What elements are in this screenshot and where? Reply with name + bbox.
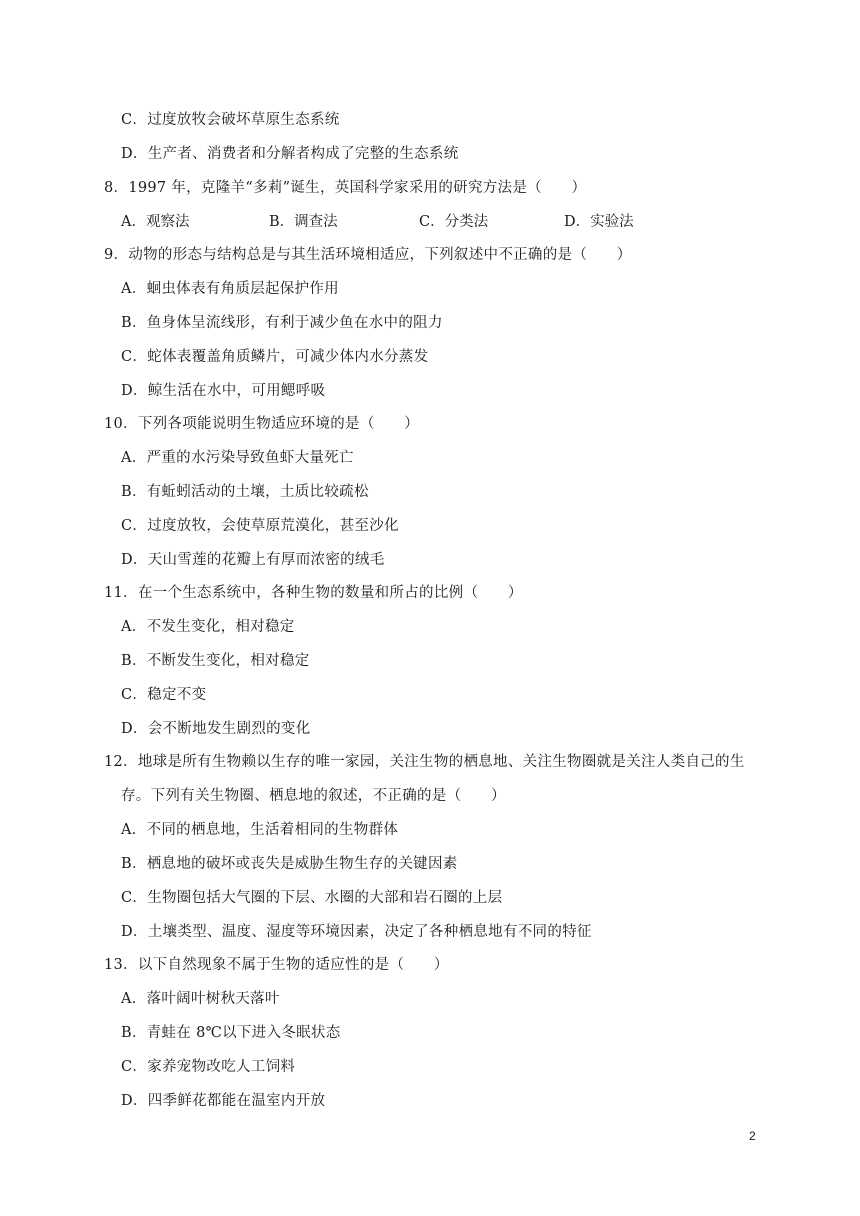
question-9-stem: 9．动物的形态与结构总是与其生活环境相适应，下列叙述中不正确的是（ ） [104,247,632,263]
question-8-stem: 8．1997 年，克隆羊“多莉”诞生，英国科学家采用的研究方法是（ ） [104,180,587,196]
option-9a: A．蛔虫体表有角质层起保护作用 [121,281,339,297]
option-8a: A．观察法 [121,214,190,230]
option-7c: C．过度放牧会破坏草原生态系统 [121,112,340,128]
option-10c: C．过度放牧，会使草原荒漠化，甚至沙化 [121,518,399,534]
option-8c: C．分类法 [419,214,489,230]
page-number: 2 [749,1129,756,1143]
option-9c: C．蛇体表覆盖角质鳞片，可减少体内水分蒸发 [121,349,429,365]
question-12-stem: 12．地球是所有生物赖以生存的唯一家园，关注生物的栖息地、关注生物圈就是关注人类自己的生 [104,754,745,770]
question-11-stem: 11．在一个生态系统中，各种生物的数量和所占的比例（ ） [104,585,523,601]
option-12a: A．不同的栖息地，生活着相同的生物群体 [121,822,399,838]
option-13d: D．四季鲜花都能在温室内开放 [121,1093,326,1109]
option-12d: D．土壤类型、温度、湿度等环境因素，决定了各种栖息地有不同的特征 [121,924,592,940]
option-11a: A．不发生变化，相对稳定 [121,619,295,635]
option-10a: A．严重的水污染导致鱼虾大量死亡 [121,450,354,466]
question-12-stem-continued: 存。下列有关生物圈、栖息地的叙述，不正确的是（ ） [121,788,506,804]
option-7d: D．生产者、消费者和分解者构成了完整的生态系统 [121,146,459,162]
option-11d: D．会不断地发生剧烈的变化 [121,721,311,737]
question-10-stem: 10．下列各项能说明生物适应环境的是（ ） [104,416,420,432]
option-12c: C．生物圈包括大气圈的下层、水圈的大部和岩石圈的上层 [121,890,503,906]
option-8d: D．实验法 [564,214,634,230]
question-13-stem: 13．以下自然现象不属于生物的适应性的是（ ） [104,957,449,973]
option-9d: D．鲸生活在水中，可用鳃呼吸 [121,383,326,399]
option-9b: B．鱼身体呈流线形，有利于减少鱼在水中的阻力 [121,315,443,331]
option-11b: B．不断发生变化，相对稳定 [121,653,310,669]
option-13b: B．青蛙在 8℃以下进入冬眠状态 [121,1025,341,1041]
option-8b: B．调查法 [269,214,338,230]
option-13a: A．落叶阔叶树秋天落叶 [121,991,280,1007]
option-10b: B．有蚯蚓活动的土壤，土质比较疏松 [121,484,369,500]
option-12b: B．栖息地的破坏或丧失是威胁生物生存的关键因素 [121,856,458,872]
option-11c: C．稳定不变 [121,687,207,703]
option-13c: C．家养宠物改吃人工饲料 [121,1059,296,1075]
option-10d: D．天山雪莲的花瓣上有厚而浓密的绒毛 [121,552,385,568]
